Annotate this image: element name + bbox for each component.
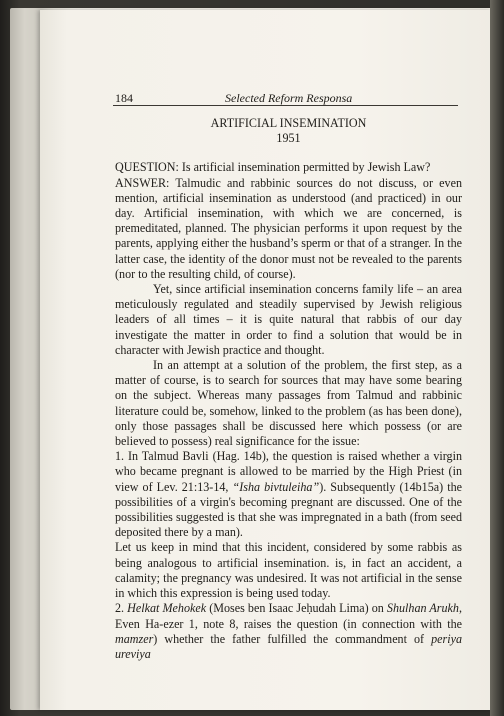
source-item-1 <box>115 449 462 540</box>
source-item-2-text-b: , Even Ha-ezer 1, note 8, raises the question (in connection with the <box>115 601 462 631</box>
paragraph-family-life: Yet, since artificial insemination concerns family life – an area meticulously regulated and steadily supervised by Jewish religious leaders of all times – it is quite natural that rabbis of our day investigate the matter in order to find a solution that would be in character with Jewish practice and thought. <box>115 282 462 357</box>
running-header <box>113 91 458 106</box>
paragraph-sources: In an attempt at a solution of the problem, the first step, as a matter of course, is to search for sources that may have some bearing on the subject. Whereas many passages from Talmud and rabbinic literature could be, somehow, linked to the problem (as has been done), only those passages shall be discussed here which possess (or are believed to possess) real significance for the issue: <box>115 358 462 449</box>
answer-paragraph: ANSWER: Talmudic and rabbinic sources do not discuss, or even mention, artificial insemination as understood (and practiced) in our day. Artificial insemination, with which we are concerned, is premeditated, planned. The physician performs it upon request by the parents, applying either the husband’s sperm or that of a stranger. In the latter case, the identity of the donor must not be revealed to the parents (nor to the resulting child, of course). <box>115 175 462 281</box>
source-item-1-term: “Isha bivtuleiha” <box>232 479 320 494</box>
source-item-2-commandment: periya ureviya <box>115 631 462 661</box>
source-item-2-text: (Moses ben Isaac Jeḥudah Lima) on <box>206 601 387 616</box>
source-item-2 <box>115 601 462 662</box>
source-item-2-work: Helkat Mehokek <box>127 601 207 616</box>
source-item-1-text: 1. In Talmud Bavli (Hag. 14b), the question is raised whether a virgin who became pregnant is allowed to be married by the High Priest (in view of Lev. 21:13-14, <box>115 449 462 494</box>
article-title: ARTIFICIAL INSEMINATION <box>210 116 367 130</box>
source-item-2-code: Shulhan Arukh <box>386 601 459 616</box>
article-body <box>115 116 462 662</box>
running-title: Selected Reform Responsa <box>225 91 353 105</box>
paragraph-analogy: Let us keep in mind that this incident, considered by some rabbis as being analogous to artificial insemination. is, in fact an accident, a calamity; the pregnancy was undesired. It was not artificial in the sense in which this expression is being used today. <box>115 540 462 601</box>
source-item-2-text-c: ) whether the father fulfilled the commandment of <box>153 631 432 646</box>
source-item-2-term: mamzer <box>115 631 154 646</box>
page-number: 184 <box>115 91 133 105</box>
article-year: 1951 <box>276 131 301 146</box>
source-item-2-number: 2. <box>115 601 128 616</box>
question-paragraph: QUESTION: Is artificial insemination permitted by Jewish Law? <box>115 160 431 175</box>
book-edge-shadow <box>490 0 504 716</box>
source-item-1-text-cont: ). Subsequently (14b15a) the possibilities of a virgin's becoming pregnant are discussed. One of the possibilities suggested is that she was impregnated in a bath (from seed deposited there by a man). <box>115 479 462 540</box>
